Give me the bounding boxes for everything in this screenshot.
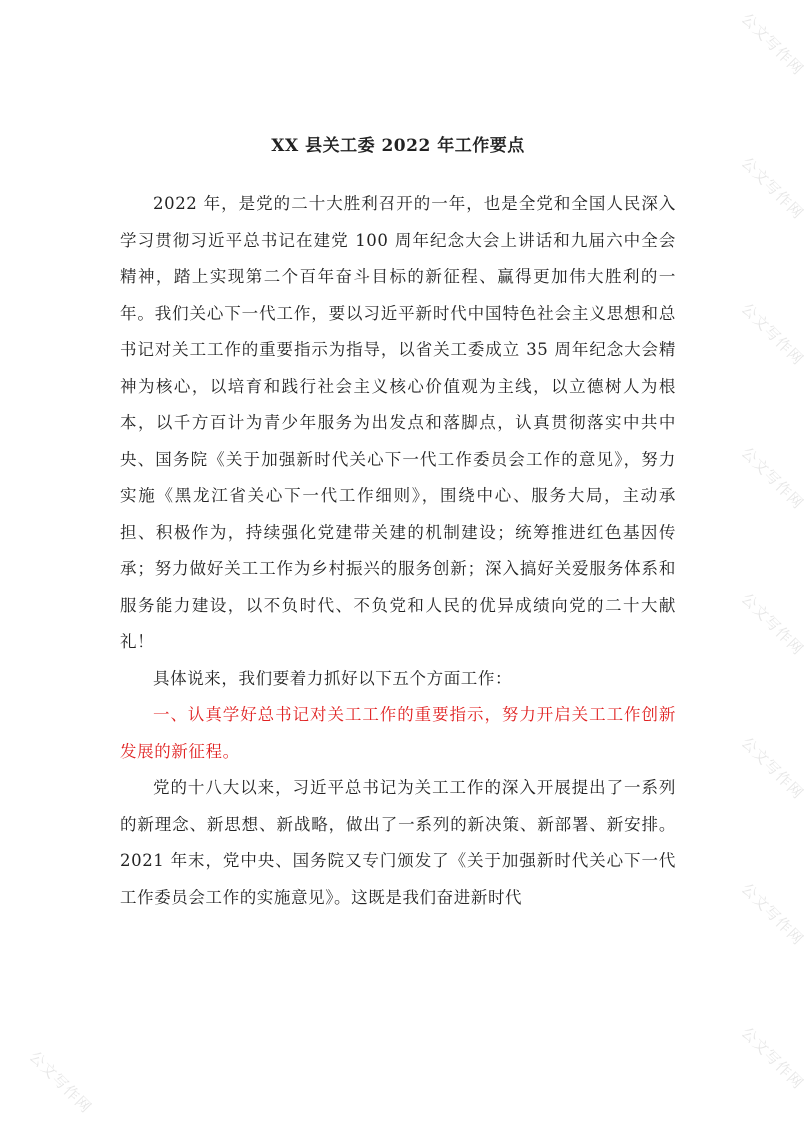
watermark: 公文写作网 [25, 1047, 96, 1117]
watermark: 公文写作网 [737, 9, 808, 79]
watermark: 公文写作网 [737, 153, 808, 223]
paragraph-intro: 2022 年，是党的二十大胜利召开的一年，也是全党和全国人民深入学习贯彻习近平总书记在建党 100 周年纪念大会上讲话和九届六中全会精神，踏上实现第二个百年奋斗目标的新征程、赢得更加伟大胜利的一年。我们关心下一代工作，要以习近平新时代中国特色社会主义思想和总书记对关工工作的重要指示为指导，以省关工委成立 35 周年纪念大会精神为核心，以培育和践行社会主义核心价值观为主线，以立德树人为根本，以千方百计为青少年服务为出发点和落脚点，认真贯彻落实中共中央、国务院《关于加强新时代关心下一代工作委员会工作的意见》，努力实施《黑龙江省关心下一代工作细则》，围绕中心、服务大局，主动承担、积极作为，持续强化党建带关建的机制建设；统筹推进红色基因传承；努力做好关工工作为乡村振兴的服务创新；深入搞好关爱服务体系和服务能力建设，以不负时代、不负党和人民的优异成绩向党的二十大献礼！ [120, 194, 676, 651]
document-title: XX 县关工委 2022 年工作要点 [271, 136, 525, 156]
watermark: 公文写作网 [737, 879, 808, 949]
watermark: 公文写作网 [737, 443, 808, 513]
watermark: 公文写作网 [737, 589, 808, 659]
watermark: 公文写作网 [737, 733, 808, 803]
paragraph-overview: 具体说来，我们要着力抓好以下五个方面工作： [153, 668, 513, 688]
watermark: 公文写作网 [737, 1023, 808, 1093]
paragraph-section-1: 党的十八大以来，习近平总书记为关工工作的深入开展提出了一系列的新理念、新思想、新战略，做出了一系列的新决策、新部署、新安排。2021 年末，党中央、国务院又专门颁发了《关于加强新时代关心下一代工作委员会工作的实施意见》。这既是我们奋进新时代 [120, 778, 676, 907]
watermark: 公文写作网 [737, 299, 808, 369]
document-body [120, 128, 676, 916]
section-heading-1: 一、认真学好总书记对关工工作的重要指示，努力开启关工工作创新发展的新征程。 [120, 705, 676, 761]
